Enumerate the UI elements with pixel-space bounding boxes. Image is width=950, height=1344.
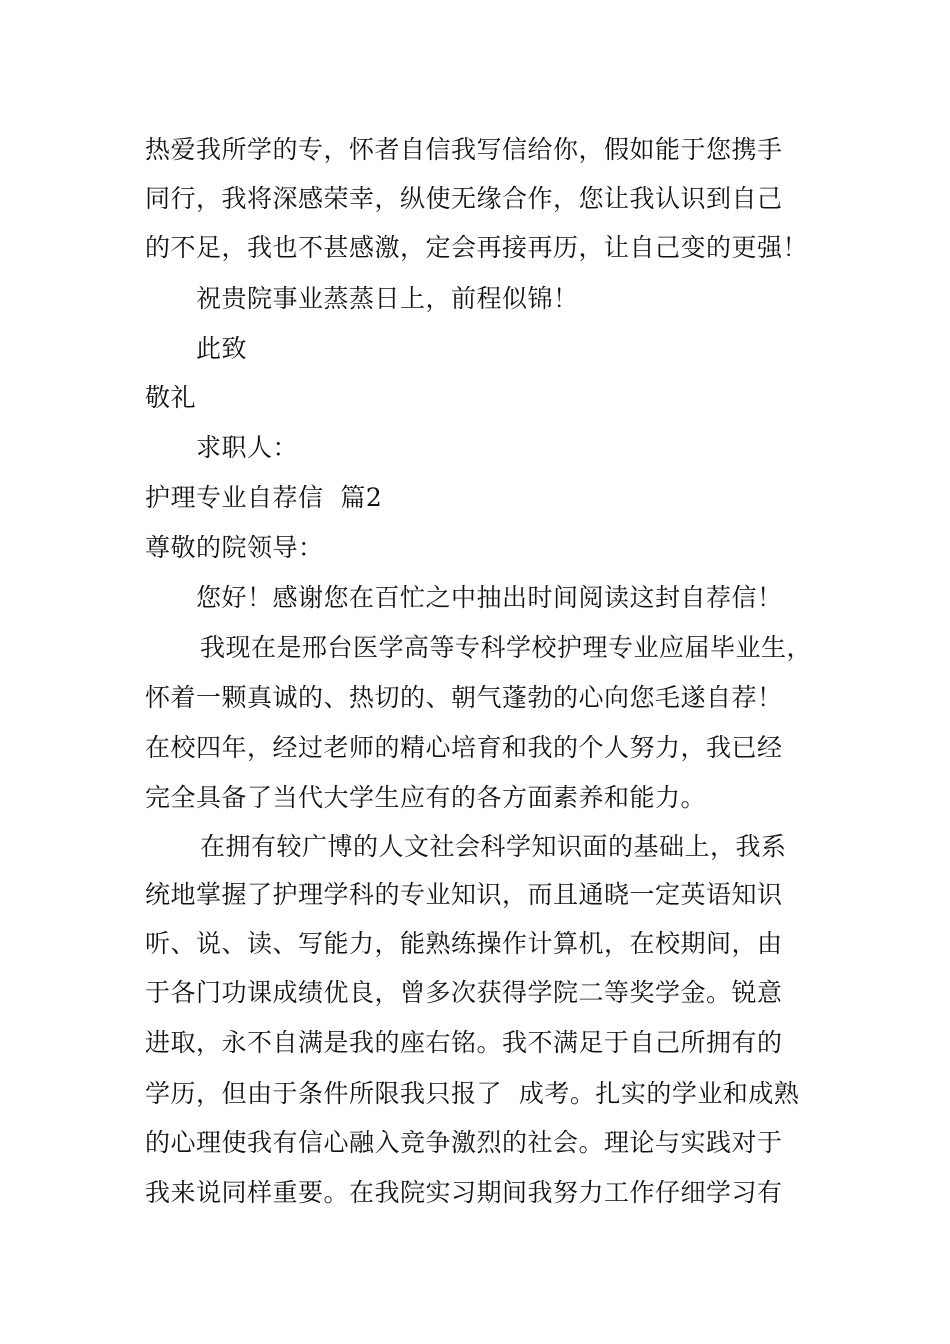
section-title: 护理专业自荐信 篇2 (145, 483, 383, 512)
greeting: 尊敬的院领导： (145, 533, 324, 562)
salutation-cizhi: 此致 (196, 334, 248, 363)
body-line: 我现在是邢台医学高等专科学校护理专业应届毕业生， (200, 633, 813, 662)
body-line: 学历，但由于条件所限我只报了 成考。扎实的学业和成熟 (145, 1079, 800, 1108)
salutation-jingli: 敬礼 (145, 383, 197, 412)
body-line: 完全具备了当代大学生应有的各方面素养和能力。 (145, 783, 707, 812)
body-line: 怀着一颗真诚的、热切的、朝气蓬勃的心向您毛遂自荐！ (145, 683, 783, 712)
body-line: 的心理使我有信心融入竞争激烈的社会。理论与实践对于 (145, 1128, 783, 1157)
body-line: 在校四年，经过老师的精心培育和我的个人努力，我已经 (145, 733, 783, 762)
body-line: 我来说同样重要。在我院实习期间我努力工作仔细学习有 (145, 1178, 783, 1207)
body-line: 的不足，我也不甚感激，定会再接再历，让自己变的更强！ (145, 233, 809, 262)
body-line: 听、说、读、写能力，能熟练操作计算机，在校期间，由 (145, 929, 783, 958)
body-line: 在拥有较广博的人文社会科学知识面的基础上，我系 (200, 832, 787, 861)
body-line: 统地掌握了护理学科的专业知识，而且通晓一定英语知识 (145, 880, 783, 909)
body-line: 热爱我所学的专，怀者自信我写信给你，假如能于您携手 (145, 135, 783, 164)
closing-wish: 祝贵院事业蒸蒸日上，前程似锦！ (196, 284, 579, 313)
opening-line: 您好！感谢您在百忙之中抽出时间阅读这封自荐信！ (196, 583, 783, 612)
body-line: 于各门功课成绩优良，曾多次获得学院二等奖学金。锐意 (145, 978, 783, 1007)
body-line: 进取，永不自满是我的座右铭。我不满足于自己所拥有的 (145, 1028, 783, 1057)
applicant-label: 求职人： (196, 433, 299, 462)
body-line: 同行，我将深感荣幸，纵使无缘合作，您让我认识到自己 (145, 184, 783, 213)
